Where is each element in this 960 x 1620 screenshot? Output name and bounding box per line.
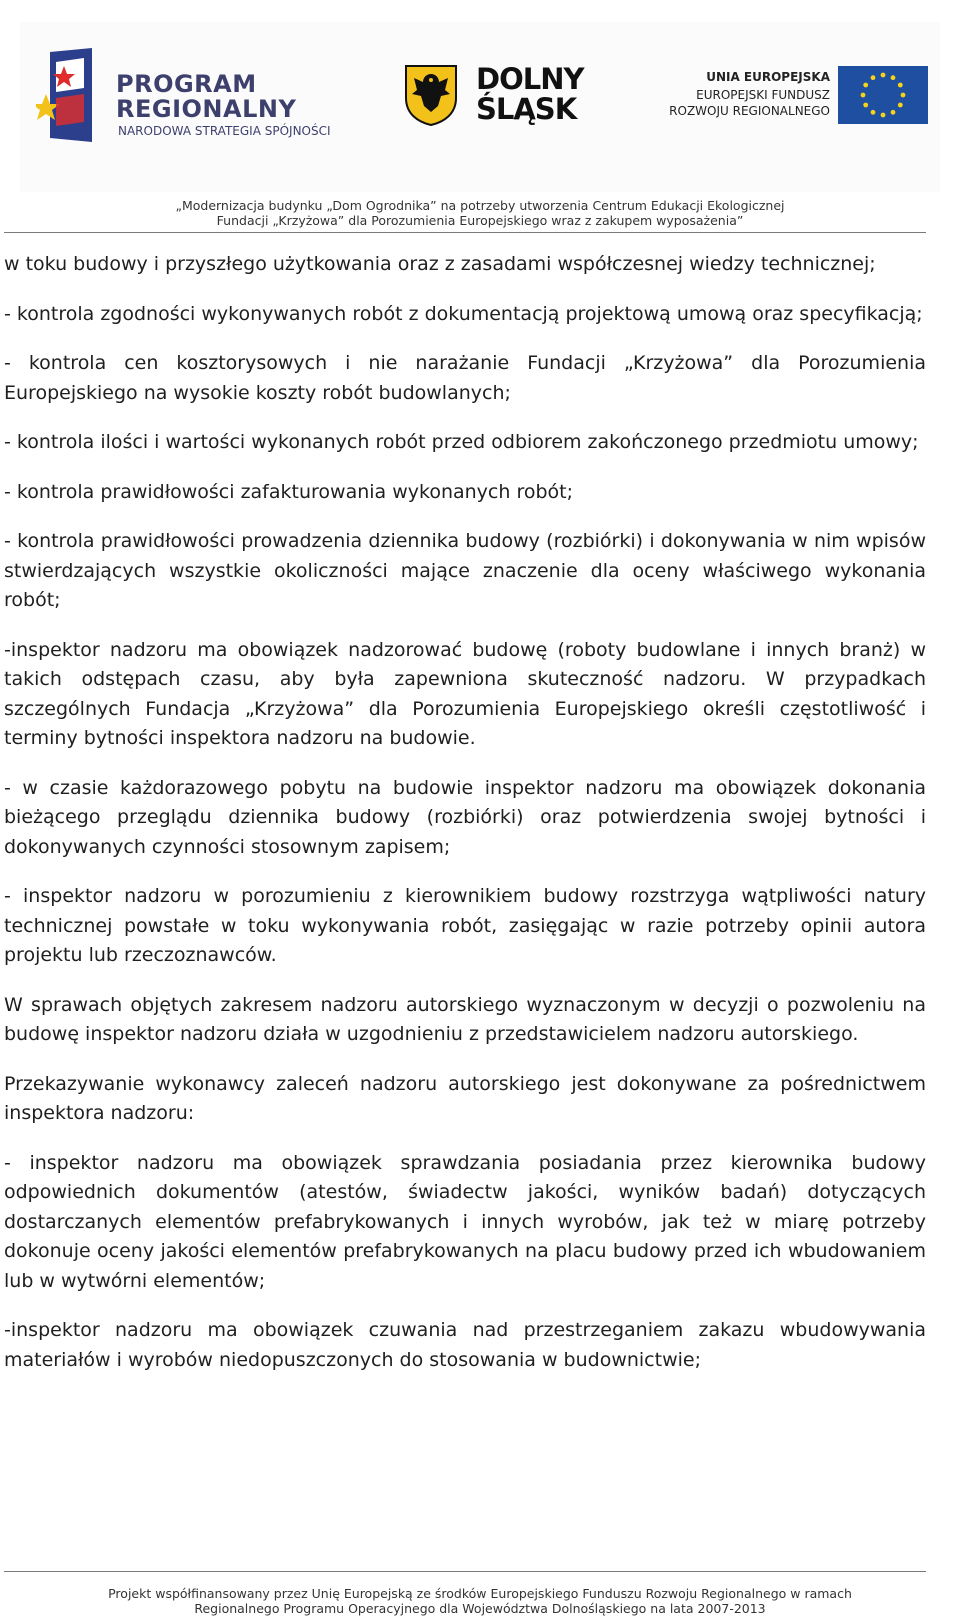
project-title <box>0 198 960 228</box>
paragraph: -inspektor nadzoru ma obowiązek nadzorować budowę (roboty budowlane i innych branż) w takich odstępach czasu, aby była zapewniona skuteczność nadzoru. W przypadkach szczególnych Fundacja „Krzyżowa” dla Porozumienia Europejskiego określi częstotliwość i terminy bytności inspektora nadzoru na budowie. <box>4 638 926 749</box>
paragraph: - kontrola zgodności wykonywanych robót z dokumentacją projektową umową oraz specyfikacją; <box>4 302 923 325</box>
paragraph: w toku budowy i przyszłego użytkowania oraz z zasadami współczesnej wiedzy technicznej; <box>4 253 876 275</box>
footer <box>0 1586 960 1616</box>
eu-logo-line1: UNIA EUROPEJSKA <box>706 70 830 84</box>
project-title-line2: Fundacji „Krzyżowa” dla Porozumienia Europejskiego wraz z zakupem wyposażenia” <box>216 213 744 228</box>
paragraph: - w czasie każdorazowego pobytu na budowie inspektor nadzoru ma obowiązek dokonania bieżącego przeglądu dziennika budowy (rozbiórki) oraz potwierdzenia swojej bytności i dokonywanych czynności stosownym zapisem; <box>4 776 926 858</box>
header-divider <box>4 232 926 233</box>
paragraph: - inspektor nadzoru w porozumieniu z kierownikiem budowy rozstrzyga wątpliwości natury technicznej powstałe w toku wykonywania robót, zasięgając w razie potrzeby opinii autora projektu lub rzeczoznawców. <box>4 885 926 966</box>
document-body <box>4 250 926 1395</box>
paragraph: - kontrola prawidłowości prowadzenia dziennika budowy (rozbiórki) i dokonywania w nim wpisów stwierdzających wszystkie okoliczności mające znaczenie dla oceny właściwego wykonania robót; <box>4 530 926 611</box>
eagle-crest-icon <box>404 64 458 126</box>
paragraph: - kontrola prawidłowości zafakturowania wykonanych robót; <box>4 480 573 503</box>
program-regionalny-logo <box>36 48 336 148</box>
program-logo-line1: PROGRAM <box>116 70 257 98</box>
paragraph: - kontrola cen kosztorysowych i nie narażanie Fundacji „Krzyżowa” dla Porozumienia Europejskiego na wysokie koszty robót budowlanych; <box>4 352 926 404</box>
eu-logo-line2: EUROPEJSKI FUNDUSZ <box>696 88 830 102</box>
footer-divider <box>4 1571 926 1572</box>
paragraph: - inspektor nadzoru ma obowiązek sprawdzania posiadania przez kierownika budowy odpowiednich dokumentów (atestów, świadectw jakości, wyników badań) dotyczących dostarczanych elementów prefabrykowanych i innych wyrobów, jak też w miarę potrzeby dokonuje oceny jakości elementów prefabrykowanych na placu budowy przed ich wbudowaniem lub w wytwórni elementów; <box>4 1151 926 1292</box>
paragraph: Przekazywanie wykonawcy zaleceń nadzoru autorskiego jest dokonywane za pośrednictwem inspektora nadzoru: <box>4 1072 926 1124</box>
footer-line2: Regionalnego Programu Operacyjnego dla Województwa Dolnośląskiego na lata 2007-2013 <box>194 1601 766 1616</box>
paragraph: W sprawach objętych zakresem nadzoru autorskiego wyznaczonym w decyzji o pozwoleniu na budowę inspektor nadzoru działa w uzgodnieniu z przedstawicielem nadzoru autorskiego. <box>4 993 926 1045</box>
project-title-line1: „Modernizacja budynku „Dom Ogrodnika” na potrzeby utworzenia Centrum Edukacji Ekologicznej <box>175 198 785 213</box>
program-logo-line3: NARODOWA STRATEGIA SPÓJNOŚCI <box>118 124 331 138</box>
paragraph: - kontrola ilości i wartości wykonanych robót przed odbiorem zakończonego przedmiotu umowy; <box>4 431 919 453</box>
eu-logo-line3: ROZWOJU REGIONALNEGO <box>669 104 830 118</box>
footer-line1: Projekt współfinansowany przez Unię Europejską ze środków Europejskiego Funduszu Rozwoju Regionalnego w ramach <box>108 1586 852 1601</box>
eu-flag-icon <box>838 66 928 124</box>
dolny-slask-logo <box>404 62 604 130</box>
program-logo-line2: REGIONALNY <box>116 95 297 123</box>
dolny-slask-line2: ŚLĄSK <box>476 92 577 126</box>
eu-fund-logo <box>660 66 928 128</box>
program-regionalny-emblem-icon <box>36 48 96 144</box>
dolny-slask-line1: DOLNY <box>476 62 584 96</box>
paragraph: -inspektor nadzoru ma obowiązek czuwania nad przestrzeganiem zakazu wbudowywania materiałów i wyrobów niedopuszczonych do stosowania w budownictwie; <box>4 1319 926 1371</box>
